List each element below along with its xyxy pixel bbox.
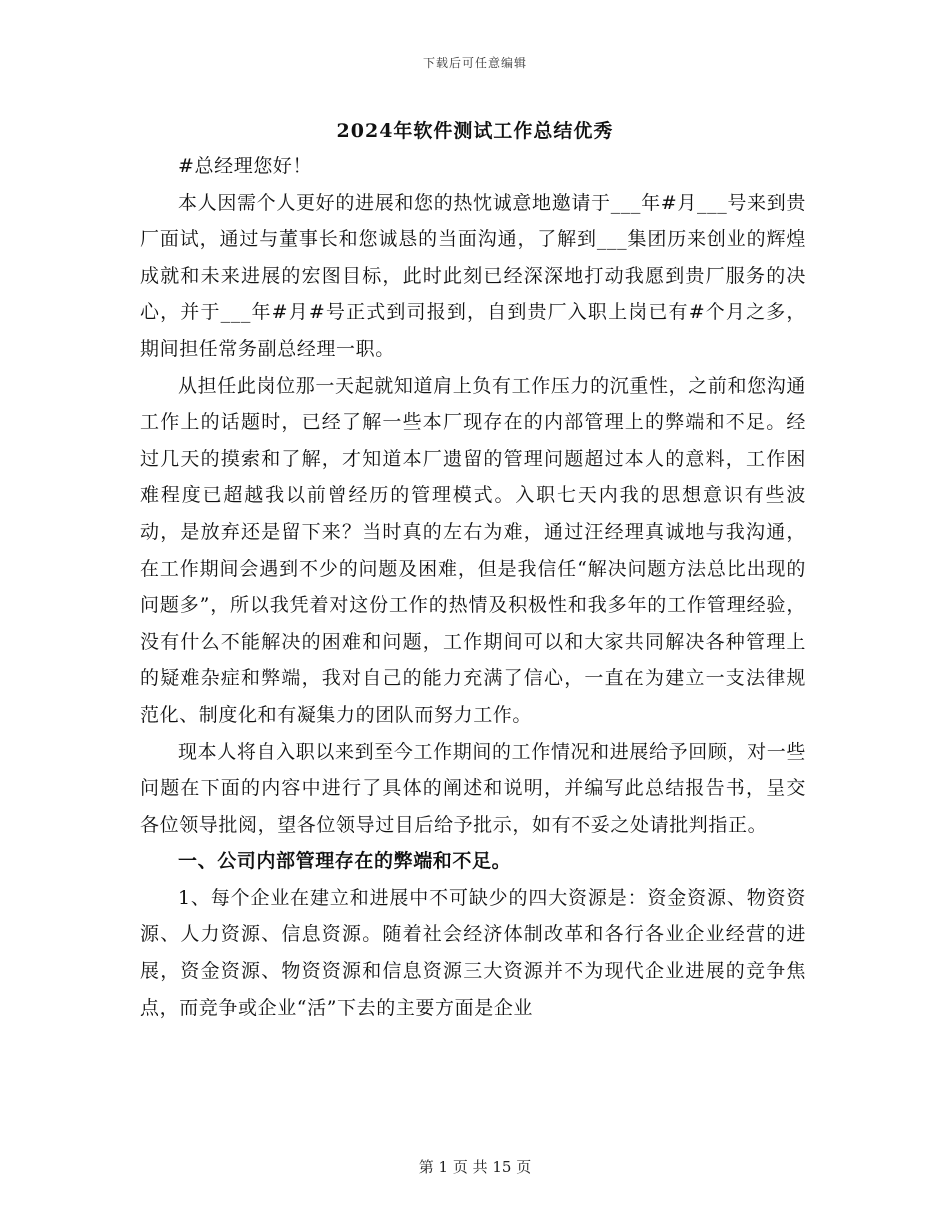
body-paragraph: 从担任此岗位那一天起就知道肩上负有工作压力的沉重性，之前和您沟通工作上的话题时，已经了解一些本厂现存在的内部管理上的弊端和不足。经过几天的摸索和了解，才知道本厂遗留的管理问题超过本人的意料，工作困难程度已超越我以前曾经历的管理模式。入职七天内我的思想意识有些波动，是放弃还是留下来？当时真的左右为难，通过汪经理真诚地与我沟通，在工作期间会遇到不少的问题及困难，但是我信任“解决问题方法总比出现的问题多”，所以我凭着对这份工作的热情及积极性和我多年的工作管理经验，没有什么不能解决的困难和问题，工作期间可以和大家共同解决各种管理上的疑难杂症和弊端，我对自己的能力充满了信心，一直在为建立一支法律规范化、制度化和有凝集力的团队而努力工作。 [140,374,806,726]
document-title: 2024年软件测试工作总结优秀 [336,120,614,142]
document-body [140,148,806,1026]
header-note: 下载后可任意编辑 [422,56,527,70]
section-heading: 一、公司内部管理存在的弊端和不足。 [178,850,512,873]
salutation-paragraph: #总经理您好！ [178,155,313,177]
page-number: 第 1 页 共 15 页 [418,1158,532,1176]
body-paragraph: 1、每个企业在建立和进展中不可缺少的四大资源是：资金资源、物资资源、人力资源、信息资源。随着社会经济体制改革和各行各业企业经营的进展，资金资源、物资资源和信息资源三大资源并不为现代企业进展的竞争焦点，而竞争或企业“活”下去的主要方面是企业 [140,886,806,1019]
body-paragraph: 本人因需个人更好的进展和您的热忱诚意地邀请于___年#月___号来到贵厂面试，通过与董事长和您诚恳的当面沟通，了解到___集团历来创业的辉煌成就和未来进展的宏图目标，此时此刻已经深深地打动我愿到贵厂服务的决心，并于___年#月#号正式到司报到，自到贵厂入职上岗已有#个月之多，期间担任常务副总经理一职。 [140,191,806,360]
body-paragraph: 现本人将自入职以来到至今工作期间的工作情况和进展给予回顾，对一些问题在下面的内容中进行了具体的阐述和说明，并编写此总结报告书，呈交各位领导批阅，望各位领导过目后给予批示，如有不妥之处请批判指正。 [140,740,806,836]
